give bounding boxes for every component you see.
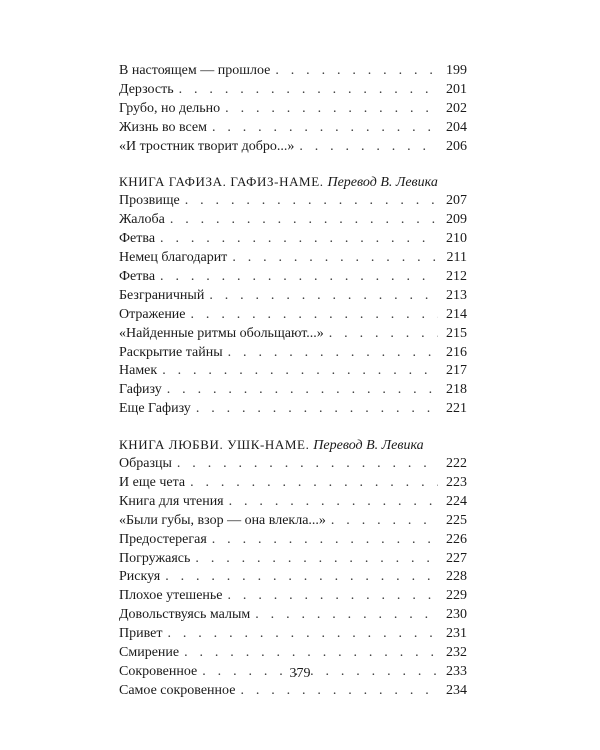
section-spacer bbox=[119, 156, 467, 172]
dot-leader bbox=[228, 587, 438, 606]
toc-entry-page: 213 bbox=[446, 287, 467, 303]
toc-entry-title: В настоящем — прошлое bbox=[119, 63, 271, 78]
toc-entry-title: Гафизу bbox=[119, 382, 162, 398]
toc-entry-title: Погружаясь bbox=[119, 550, 191, 566]
toc-entry bbox=[119, 400, 467, 419]
toc-entry-title: Намек bbox=[119, 363, 158, 379]
toc-entry-page: 215 bbox=[446, 325, 467, 341]
toc-entry-page: 232 bbox=[446, 645, 467, 661]
toc-entry-title: Жизнь во всем bbox=[119, 119, 207, 135]
dot-leader bbox=[212, 119, 438, 138]
toc-entry bbox=[119, 325, 467, 344]
toc-entry bbox=[119, 230, 467, 249]
toc-entry bbox=[119, 606, 467, 625]
toc-entry-page: 228 bbox=[446, 569, 467, 585]
toc-entry bbox=[119, 192, 467, 211]
toc-entry-page: 231 bbox=[446, 626, 467, 642]
toc-entry bbox=[119, 531, 467, 550]
toc-entry-title: Смирение bbox=[119, 645, 180, 661]
toc-entry-page: 217 bbox=[446, 363, 467, 379]
toc-entry-page: 223 bbox=[446, 475, 467, 491]
toc-section-love bbox=[119, 435, 467, 701]
toc-entry-page: 210 bbox=[446, 231, 467, 247]
toc-entry-page: 225 bbox=[446, 512, 467, 528]
section-heading-title: КНИГА ГАФИЗА. ГАФИЗ-НАМЕ. bbox=[119, 174, 324, 190]
dot-leader bbox=[299, 138, 438, 157]
toc-entry-page: 206 bbox=[446, 138, 467, 154]
toc-entry-page: 221 bbox=[446, 401, 467, 417]
toc-entry-page: 214 bbox=[446, 306, 467, 322]
toc-entry bbox=[119, 512, 467, 531]
toc-entry bbox=[119, 587, 467, 606]
toc-entry-title: Безграничный bbox=[119, 287, 205, 303]
toc-entry bbox=[119, 268, 467, 287]
toc-entry-page: 224 bbox=[446, 493, 467, 509]
toc-entry-title: Привет bbox=[119, 626, 163, 642]
toc-entry-page: 234 bbox=[446, 682, 467, 698]
toc-entry-title: «И тростник творит добро...» bbox=[119, 138, 295, 154]
toc-entry-title: Фетва bbox=[119, 231, 156, 247]
toc-entry bbox=[119, 62, 467, 81]
toc-entry-page: 226 bbox=[446, 531, 467, 547]
toc-entry-page: 209 bbox=[446, 212, 467, 228]
dot-leader bbox=[167, 625, 438, 644]
toc-entry-title: Дерзость bbox=[119, 81, 174, 97]
toc-entry bbox=[119, 306, 467, 325]
toc-entry bbox=[119, 550, 467, 569]
toc-entry bbox=[119, 381, 467, 400]
dot-leader bbox=[170, 211, 438, 230]
toc-entry bbox=[119, 455, 467, 474]
page-number: 379 bbox=[289, 666, 311, 681]
toc-entry-title: Еще Гафизу bbox=[119, 401, 191, 417]
toc-entry-page: 201 bbox=[446, 81, 467, 97]
section-heading-title: КНИГА ЛЮБВИ. УШК-НАМЕ. bbox=[119, 437, 310, 453]
dot-leader bbox=[185, 192, 438, 211]
dot-leader bbox=[229, 493, 438, 512]
toc-entry-title: «Были губы, взор — она влекла...» bbox=[119, 512, 326, 528]
dot-leader bbox=[225, 100, 438, 119]
dot-leader bbox=[232, 249, 438, 268]
toc-entry bbox=[119, 362, 467, 381]
toc-entry-page: 211 bbox=[446, 250, 467, 266]
toc-entry-title: Фетва bbox=[119, 269, 156, 285]
toc-entry-page: 204 bbox=[446, 119, 467, 135]
section-heading bbox=[119, 435, 467, 455]
dot-leader bbox=[275, 62, 438, 81]
toc-entry-title: Раскрытие тайны bbox=[119, 344, 223, 360]
toc-entry bbox=[119, 81, 467, 100]
dot-leader bbox=[195, 550, 438, 569]
dot-leader bbox=[184, 644, 438, 663]
toc-entry bbox=[119, 682, 467, 701]
dot-leader bbox=[162, 362, 438, 381]
section-spacer bbox=[119, 419, 467, 435]
table-of-contents bbox=[119, 62, 467, 701]
toc-entry bbox=[119, 249, 467, 268]
toc-entry bbox=[119, 287, 467, 306]
section-heading bbox=[119, 172, 467, 192]
toc-entry-title: Образцы bbox=[119, 456, 172, 472]
toc-entry-title: Книга для чтения bbox=[119, 493, 224, 509]
dot-leader bbox=[167, 381, 438, 400]
toc-entry-page: 212 bbox=[446, 269, 467, 285]
toc-entry-page: 229 bbox=[446, 588, 467, 604]
toc-entry bbox=[119, 211, 467, 230]
dot-leader bbox=[196, 400, 438, 419]
toc-entry bbox=[119, 625, 467, 644]
dot-leader bbox=[177, 455, 438, 474]
toc-entry bbox=[119, 644, 467, 663]
toc-entry-page: 216 bbox=[446, 344, 467, 360]
toc-entry bbox=[119, 100, 467, 119]
toc-entry-title: Предостерегая bbox=[119, 531, 207, 547]
dot-leader bbox=[331, 512, 438, 531]
dot-leader bbox=[190, 474, 438, 493]
toc-entry-title: И еще чета bbox=[119, 475, 186, 491]
dot-leader bbox=[228, 344, 438, 363]
dot-leader bbox=[255, 606, 438, 625]
toc-entry-title: Рискуя bbox=[119, 569, 161, 585]
toc-entry-title: Прозвище bbox=[119, 193, 180, 209]
toc-section-hafiz bbox=[119, 172, 467, 419]
toc-entry-title: Грубо, но дельно bbox=[119, 100, 221, 116]
toc-entry bbox=[119, 474, 467, 493]
toc-entry bbox=[119, 119, 467, 138]
toc-entry bbox=[119, 344, 467, 363]
toc-entry-page: 233 bbox=[446, 663, 467, 679]
dot-leader bbox=[179, 81, 438, 100]
toc-entry-title: Довольствуясь малым bbox=[119, 607, 251, 623]
toc-entry bbox=[119, 568, 467, 587]
toc-entry-title: Отражение bbox=[119, 306, 186, 322]
toc-entry-title: Немец благодарит bbox=[119, 250, 228, 266]
dot-leader bbox=[209, 287, 438, 306]
toc-entry-page: 218 bbox=[446, 382, 467, 398]
toc-entry bbox=[119, 138, 467, 157]
section-heading-translator: Перевод В. Левика bbox=[327, 175, 438, 191]
toc-entry-page: 222 bbox=[446, 456, 467, 472]
toc-entry bbox=[119, 493, 467, 512]
dot-leader bbox=[160, 268, 438, 287]
dot-leader bbox=[165, 568, 438, 587]
dot-leader bbox=[160, 230, 438, 249]
toc-entry-title: Самое сокровенное bbox=[119, 682, 236, 698]
toc-entry-page: 230 bbox=[446, 607, 467, 623]
dot-leader bbox=[329, 325, 438, 344]
dot-leader bbox=[240, 682, 438, 701]
toc-entry-title: Жалоба bbox=[119, 212, 165, 228]
toc-entry-page: 227 bbox=[446, 550, 467, 566]
toc-entry-page: 202 bbox=[446, 100, 467, 116]
toc-entry-page: 199 bbox=[446, 63, 467, 78]
toc-section-continuation bbox=[119, 62, 467, 156]
toc-entry-title: «Найденные ритмы обольщают...» bbox=[119, 325, 324, 341]
toc-entry-page: 207 bbox=[446, 193, 467, 209]
dot-leader bbox=[212, 531, 438, 550]
toc-entry-title: Плохое утешенье bbox=[119, 588, 223, 604]
toc-entry-title: Сокровенное bbox=[119, 663, 198, 679]
dot-leader bbox=[191, 306, 438, 325]
section-heading-translator: Перевод В. Левика bbox=[313, 438, 424, 454]
